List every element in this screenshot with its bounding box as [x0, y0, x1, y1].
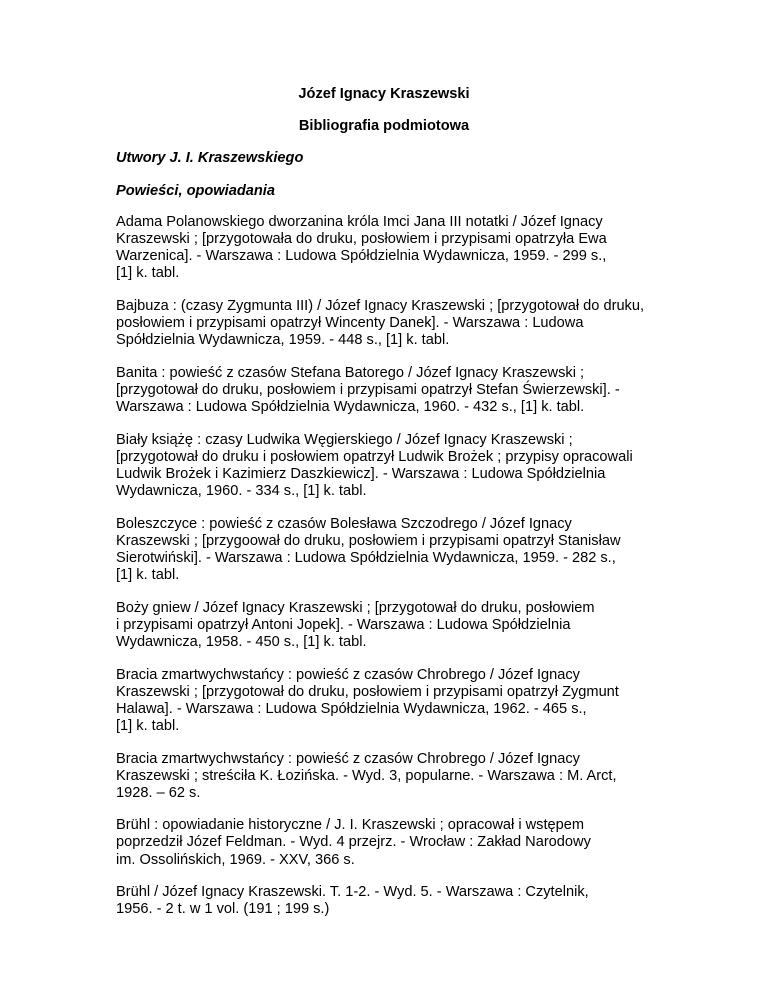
subsection-heading: Powieści, opowiadania	[116, 183, 275, 199]
bibliography-entry: Banita : powieść z czasów Stefana Batorego / Józef Ignacy Kraszewski ; [przygotował do druku, posłowiem i przypisami opatrzył Stefan Świerzewski]. - Warszawa : Ludowa Spółdzielnia Wydawnicza, 1960. - 432 s., [1] k. tabl.	[116, 364, 620, 416]
bibliography-entry: Brühl : opowiadanie historyczne / J. I. Kraszewski ; opracował i wstępem poprzedził Józef Feldman. - Wyd. 4 przejrz. - Wrocław : Zakład Narodowy im. Ossolińskich, 1969. - XXV, 366 s.	[116, 817, 591, 868]
bibliography-entry: Boleszczyce : powieść z czasów Bolesława Szczodrego / Józef Ignacy Kraszewski ; [przygoował do druku, posłowiem i przypisami opatrzył Stanisław Sierotwiński]. - Warszawa : Ludowa Spółdzielnia Wydawnicza, 1959. - 282 s., [1] k. tabl.	[116, 515, 621, 583]
document-title: Józef Ignacy Kraszewski	[298, 86, 470, 102]
bibliography-entry: Biały książę : czasy Ludwika Węgierskiego / Józef Ignacy Kraszewski ; [przygotował do druku i posłowiem opatrzył Ludwik Brożek ; przypisy opracowali Ludwik Brożek i Kazimierz Daszkiewicz]. - Warszawa : Ludowa Spółdzielnia Wydawnicza, 1960. - 334 s., [1] k. tabl.	[116, 431, 633, 499]
bibliography-entry: Adama Polanowskiego dworzanina króla Imci Jana III notatki / Józef Ignacy Kraszewski ; [przygotowała do druku, posłowiem i przypisami opatrzyła Ewa Warzenica]. - Warszawa : Ludowa Spółdzielnia Wydawnicza, 1959. - 299 s., [1] k. tabl.	[116, 214, 607, 282]
section-heading: Utwory J. I. Kraszewskiego	[116, 150, 304, 166]
bibliography-entry: Bracia zmartwychwstańcy : powieść z czasów Chrobrego / Józef Ignacy Kraszewski ; streściła K. Łozińska. - Wyd. 3, popularne. - Warszawa : M. Arct, 1928. – 62 s.	[116, 750, 617, 801]
bibliography-entry: Bajbuza : (czasy Zygmunta III) / Józef Ignacy Kraszewski ; [przygotował do druku, posłowiem i przypisami opatrzył Wincenty Danek]. - Warszawa : Ludowa Spółdzielnia Wydawnicza, 1959. - 448 s., [1] k. tabl.	[116, 297, 645, 349]
bibliography-entry: Boży gniew / Józef Ignacy Kraszewski ; [przygotował do druku, posłowiem i przypisami opatrzył Antoni Jopek]. - Warszawa : Ludowa Spółdzielnia Wydawnicza, 1958. - 450 s., [1] k. tabl.	[116, 599, 595, 650]
bibliography-entry: Brühl / Józef Ignacy Kraszewski. T. 1-2. - Wyd. 5. - Warszawa : Czytelnik, 1956. - 2 t. w 1 vol. (191 ; 199 s.)	[116, 884, 589, 918]
bibliography-entry: Bracia zmartwychwstańcy : powieść z czasów Chrobrego / Józef Ignacy Kraszewski ; [przygotował do druku, posłowiem i przypisami opatrzył Zygmunt Halawa]. - Warszawa : Ludowa Spółdzielnia Wydawnicza, 1962. - 465 s., [1] k. tabl.	[116, 666, 619, 734]
bibliography-list	[116, 214, 676, 934]
document-subtitle: Bibliografia podmiotowa	[298, 118, 470, 134]
